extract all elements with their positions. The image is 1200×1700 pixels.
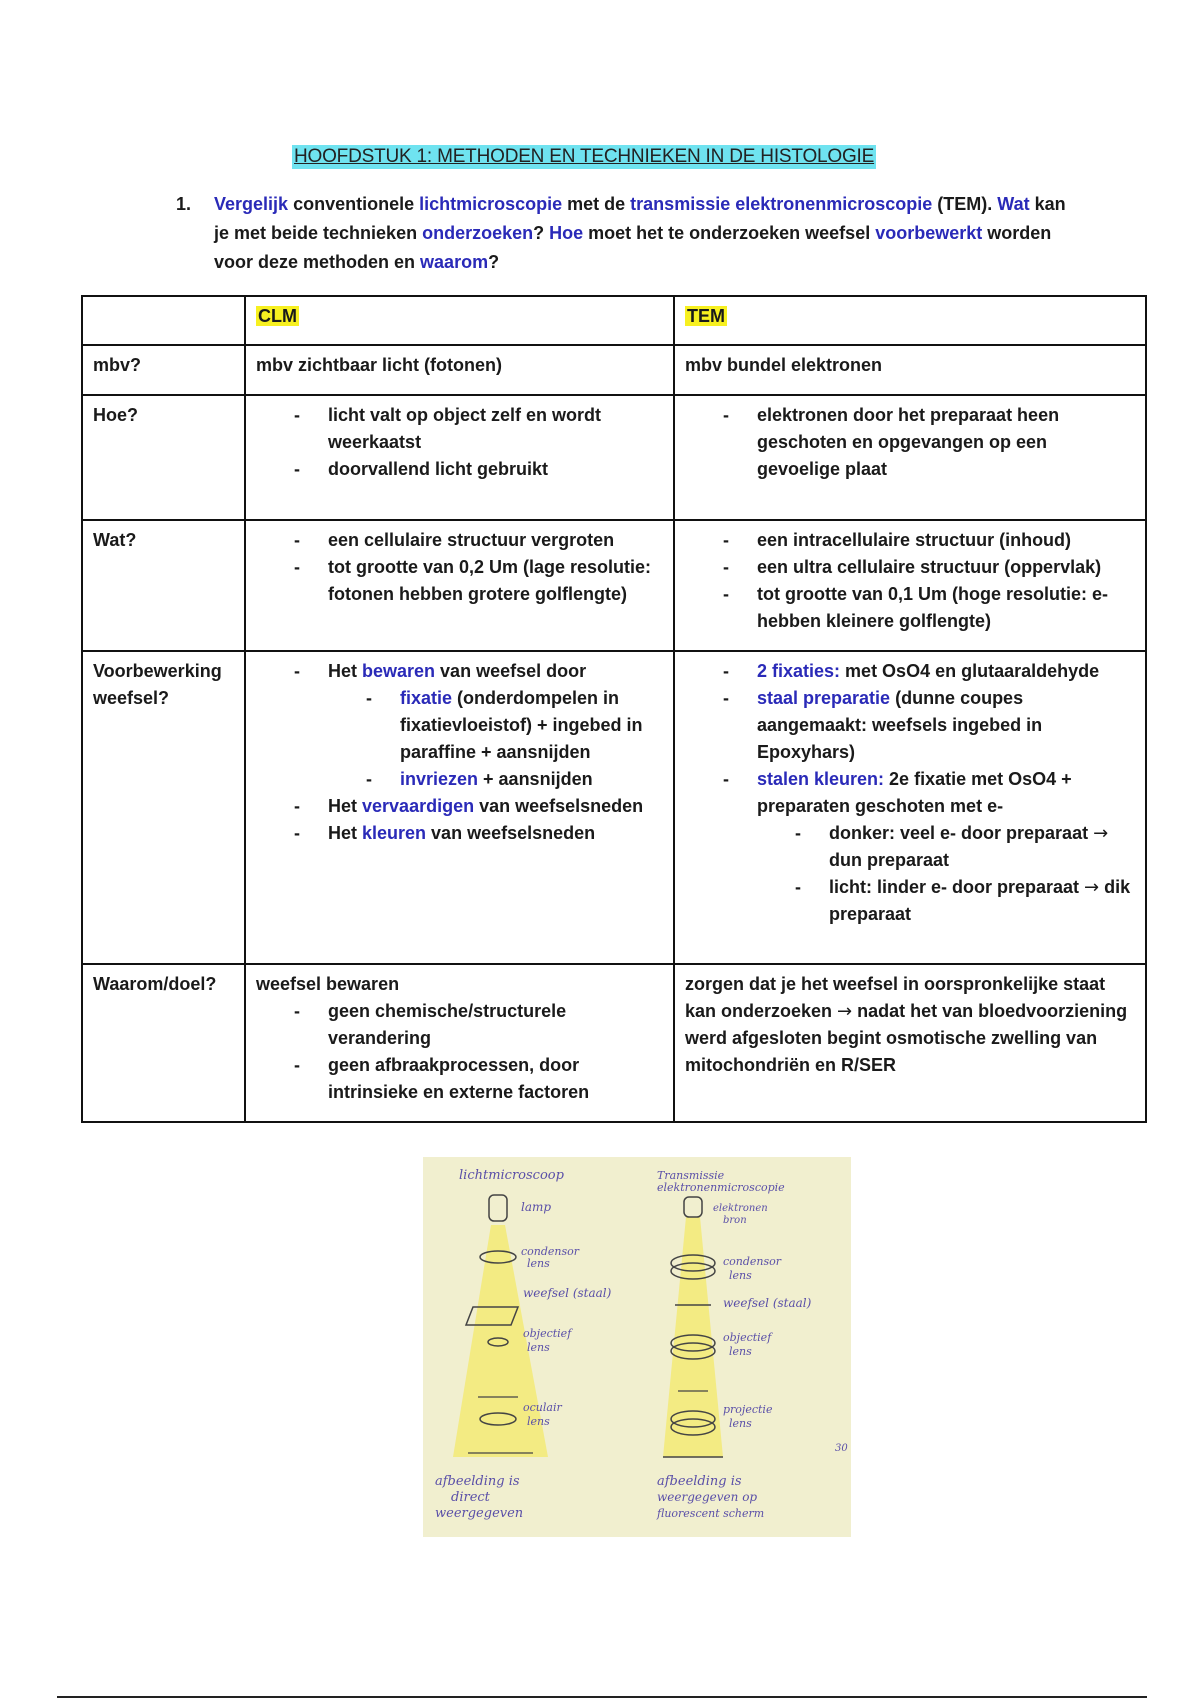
keyword: 2 fixaties: [757, 661, 841, 681]
right-caption-line-3: fluorescent scherm [657, 1507, 765, 1520]
sub-list-item [400, 766, 663, 793]
text: nadat het van bloedvoorziening werd afgesloten begint osmotische zwelling van mitochondriën en R/SER [685, 1001, 1128, 1075]
row-label-mbv: mbv? [82, 345, 245, 395]
cell-voorbewerking-clm [245, 651, 674, 964]
keyword: stalen kleuren: [757, 769, 885, 789]
specimen-label-right: weefsel (staal) [723, 1296, 812, 1310]
arrow-icon: → [837, 1001, 853, 1022]
text: Het [328, 796, 363, 816]
condensor-label: condensor [521, 1245, 580, 1258]
lamp-label: lamp [521, 1200, 552, 1214]
list-item [757, 658, 1135, 685]
text: van weefsel door [435, 661, 587, 681]
clm-highlight: CLM [258, 306, 297, 326]
condensor-lens-label: lens [527, 1257, 550, 1270]
question-segment: moet het te onderzoeken weefsel [583, 223, 876, 243]
microscope-sketch-svg [423, 1157, 851, 1537]
list-item: - een ultra cellulaire structuur (oppervlak) [757, 554, 1135, 581]
keyword: fixatie [400, 688, 453, 708]
question-text [214, 190, 1076, 277]
margin-note: 30 [835, 1443, 848, 1454]
list-item: - tot grootte van 0,1 Um (hoge resolutie: e- hebben kleinere golflengte) [757, 581, 1135, 635]
row-label-hoe: Hoe? [82, 395, 245, 520]
list-item [328, 658, 663, 793]
cell-waarom-tem [674, 964, 1146, 1122]
text: zorgen dat je het weefsel in oorspronkelijke staat kan onderzoeken [685, 974, 1106, 1021]
projection-lens-label: lens [729, 1417, 752, 1430]
list-item: - elektronen door het preparaat heen geschoten en opgevangen op een gevoelige plaat [757, 402, 1135, 483]
question-keyword: waarom [420, 252, 489, 272]
text: van weefselsneden [426, 823, 596, 843]
question-number: 1. [176, 194, 192, 214]
lamp-icon [489, 1195, 507, 1221]
left-caption-line-1: afbeelding is [435, 1474, 520, 1489]
microscope-sketch [423, 1157, 851, 1537]
table-row-wat [82, 520, 1146, 651]
source-label: elektronen [713, 1203, 768, 1214]
right-title-line-2: elektronenmicroscopie [657, 1181, 785, 1194]
table-row-hoe [82, 395, 1146, 520]
arrow-icon: → [1084, 877, 1100, 898]
text: met OsO4 en glutaaraldehyde [840, 661, 1100, 681]
question-segment: ? [533, 223, 550, 243]
left-caption-line-3: weergegeven [435, 1506, 524, 1521]
table-header-row [82, 296, 1146, 345]
question-keyword: Wat [997, 194, 1030, 214]
cell-waarom-clm [245, 964, 674, 1122]
ocular-label: oculair [523, 1401, 562, 1414]
header-clm [245, 296, 674, 345]
text: (onderdompelen in fixatievloeistof) + ingebed in paraffine + aansnijden [400, 688, 643, 762]
ocular-lens-label: lens [527, 1415, 550, 1428]
text: (dunne coupes aangemaakt: weefsels ingebed in Epoxyhars) [757, 688, 1043, 762]
question-segment: met de [562, 194, 631, 214]
projection-label: projectie [723, 1403, 773, 1416]
question-keyword: Hoe [549, 223, 584, 243]
electron-source-icon [684, 1197, 702, 1217]
text: Het [328, 661, 363, 681]
left-caption-line-2: direct [451, 1490, 490, 1505]
cell-mbv-tem: mbv bundel elektronen [674, 345, 1146, 395]
list-item: - licht valt op object zelf en wordt weerkaatst [328, 402, 663, 456]
left-title-label: lichtmicroscoop [459, 1168, 564, 1183]
question-segment: worden voor deze methoden en [214, 223, 1052, 272]
cell-wat-tem [674, 520, 1146, 651]
list-item [757, 685, 1135, 766]
arrow-icon: → [1093, 823, 1109, 844]
list-item [328, 793, 663, 820]
table-row-voorbewerking [82, 651, 1146, 964]
sub-list-item [829, 874, 1135, 928]
text: dun preparaat [829, 850, 950, 870]
row-label-wat: Wat? [82, 520, 245, 651]
header-empty-cell [82, 296, 245, 345]
table-row-mbv [82, 345, 1146, 395]
question-keyword: Vergelijk [214, 194, 289, 214]
right-caption-line-2: weergegeven op [657, 1490, 758, 1504]
sub-list-item [829, 820, 1135, 874]
sub-list-item [400, 685, 663, 766]
text: van weefselsneden [474, 796, 644, 816]
comparison-table [81, 295, 1147, 1123]
objective-label: objectief [523, 1327, 572, 1340]
text: + aansnijden [478, 769, 593, 789]
specimen-label: weefsel (staal) [523, 1286, 612, 1300]
waarom-intro: weefsel bewaren [256, 974, 400, 994]
tem-highlight: TEM [687, 306, 725, 326]
keyword: kleuren [362, 823, 427, 843]
header-tem [674, 296, 1146, 345]
list-item: - tot grootte van 0,2 Um (lage resolutie: fotonen hebben grotere golflengte) [328, 554, 663, 608]
text: 2e fixatie met OsO4 + preparaten geschoten met e- [757, 769, 1072, 816]
list-item [328, 820, 663, 847]
right-caption-line-1: afbeelding is [657, 1474, 742, 1489]
objective-lens-label-right: lens [729, 1345, 752, 1358]
keyword: invriezen [400, 769, 479, 789]
question-block [176, 190, 1076, 277]
page-title: HOOFDSTUK 1: METHODEN EN TECHNIEKEN IN DE HISTOLOGIE [294, 146, 875, 167]
question-segment: kan je met beide technieken [214, 194, 1066, 243]
list-item: - geen afbraakprocessen, door intrinsieke en externe factoren [328, 1052, 663, 1106]
list-item: - geen chemische/structurele verandering [328, 998, 663, 1052]
keyword: bewaren [362, 661, 436, 681]
cell-hoe-clm [245, 395, 674, 520]
question-segment: ? [488, 252, 500, 272]
objective-label-right: objectief [723, 1331, 772, 1344]
cell-hoe-tem [674, 395, 1146, 520]
list-item [757, 766, 1135, 928]
source-label-2: bron [723, 1215, 747, 1226]
cell-mbv-clm: mbv zichtbaar licht (fotonen) [245, 345, 674, 395]
list-item: - een intracellulaire structuur (inhoud) [757, 527, 1135, 554]
table-row-waarom [82, 964, 1146, 1122]
cell-voorbewerking-tem [674, 651, 1146, 964]
text: donker: veel e- door preparaat [829, 823, 1094, 843]
question-keyword: voorbewerkt [875, 223, 983, 243]
question-keyword: lichtmicroscopie [419, 194, 563, 214]
objective-lens-label: lens [527, 1341, 550, 1354]
row-label-voorbewerking: Voorbewerking weefsel? [82, 651, 245, 964]
text: licht: linder e- door preparaat [829, 877, 1085, 897]
question-keyword: onderzoeken [422, 223, 534, 243]
question-segment: conventionele [288, 194, 420, 214]
list-item: - doorvallend licht gebruikt [328, 456, 663, 483]
row-label-waarom: Waarom/doel? [82, 964, 245, 1122]
condensor-label-right: condensor [723, 1255, 782, 1268]
question-segment: (TEM). [932, 194, 998, 214]
cell-wat-clm [245, 520, 674, 651]
right-title-line-1: Transmissie [657, 1169, 725, 1182]
list-item: - een cellulaire structuur vergroten [328, 527, 663, 554]
keyword: staal preparatie [757, 688, 891, 708]
text: Het [328, 823, 363, 843]
condensor-lens-label-right: lens [729, 1269, 752, 1282]
question-keyword: transmissie elektronenmicroscopie [630, 194, 933, 214]
footer-rule [57, 1696, 1147, 1698]
keyword: vervaardigen [362, 796, 475, 816]
text: dik preparaat [829, 877, 1131, 924]
